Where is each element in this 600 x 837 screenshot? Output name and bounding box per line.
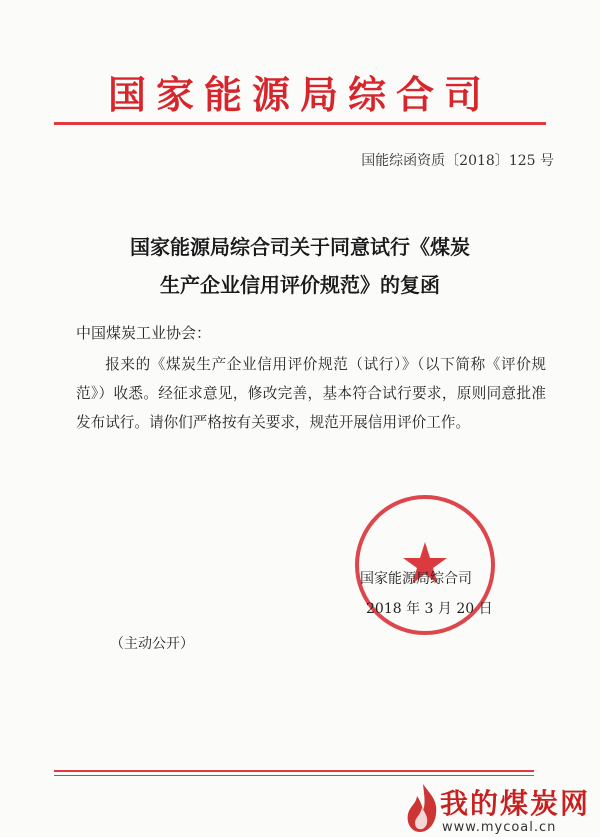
watermark-url[interactable]: www.mycoal.cn — [442, 820, 557, 835]
watermark-title: 我的煤炭网 — [440, 787, 591, 820]
document-title — [0, 228, 600, 304]
watermark — [400, 780, 600, 837]
letterhead-rule — [54, 122, 546, 125]
disclosure-note: （主动公开） — [110, 636, 194, 652]
signature-date: 2018 年 3 月 20 日 — [366, 601, 493, 617]
title-line-2: 生产企业信用评价规范》的复函 — [160, 273, 440, 297]
signature-org: 国家能源局综合司 — [360, 571, 472, 587]
letterhead-title: 国家能源局综合司 — [107, 72, 492, 117]
document-number: 国能综函资质〔2018〕125 号 — [361, 153, 554, 169]
footer-rule-upper — [54, 770, 534, 772]
body-paragraph: 报来的《煤炭生产企业信用评价规范（试行）》（以下简称《评价规范》）收悉。经征求意见，修改完善，基本符合试行要求，原则同意批准发布试行。请你们严格按有关要求，规范开展信用评价工作。 — [76, 356, 546, 431]
footer-rule-lower — [54, 775, 534, 776]
salutation: 中国煤炭工业协会： — [76, 324, 212, 342]
title-line-1: 国家能源局综合司关于同意试行《煤炭 — [130, 235, 470, 259]
